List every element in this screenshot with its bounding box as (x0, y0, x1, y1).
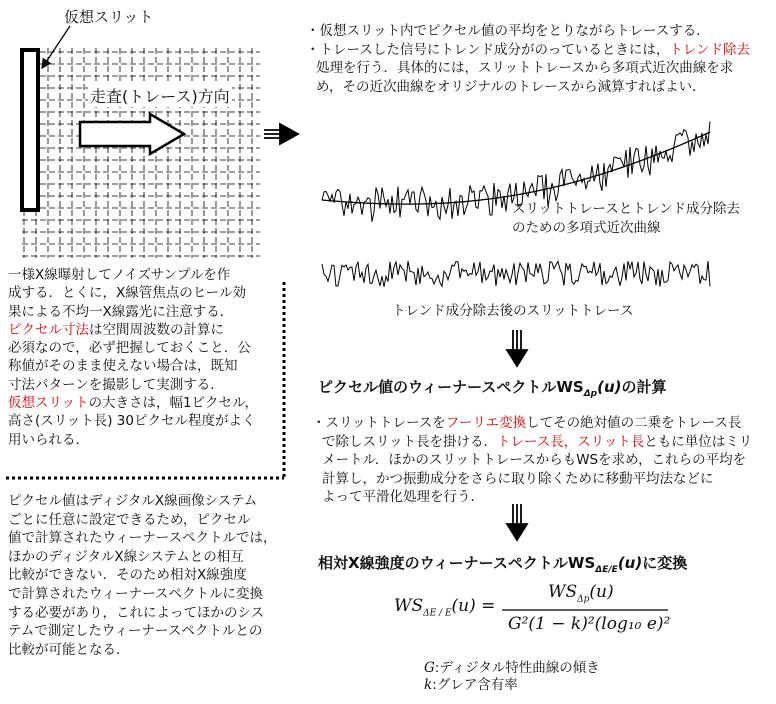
note-line: 成する．とくに，X線管焦点のヒール効 (8, 285, 246, 302)
desc-line: メートル．ほかのスリットトレースからもWSを求め，これらの平均を (322, 452, 747, 469)
note-line: 果による不均一X線露光に注意する． (8, 303, 234, 320)
slit-pointer-arrow (42, 26, 70, 68)
label-line: スリットトレースとトレンド成分除去 (512, 201, 740, 217)
legend-text: :ディジタル特性曲線の傾き (434, 660, 600, 676)
formula-legend (424, 660, 600, 694)
note-line: 一様X線曝射してノイズサンプルを作 (8, 267, 231, 283)
note-line: 用いられる． (8, 431, 89, 448)
title-arg: (u) (617, 554, 643, 572)
fourier-transform-term: フーリエ変換 (445, 415, 527, 431)
virtual-slit-term: 仮想スリット (8, 395, 89, 412)
detrended-trace-curve (322, 261, 710, 287)
bullet-line: め，その近次曲線をオリジナルのトレースから減算すればよい． (316, 78, 706, 95)
title-subscript: Δp (583, 389, 598, 399)
step1-title (318, 376, 667, 399)
note-line: 寸法パターンを撮影して実測する． (8, 376, 224, 393)
paragraph-line: 比較が可能となる． (8, 641, 130, 658)
legend-g (424, 660, 600, 677)
paragraph-line: 比較ができない．そのため相対X線強度 (8, 567, 247, 584)
desc-line: よって平滑化処理を行う． (322, 489, 484, 506)
triple-arrow-right (264, 124, 298, 144)
formula-lhs-arg: (u) = (451, 596, 496, 616)
trend-removal-term: トレンド除去 (669, 41, 751, 58)
desc-line (312, 433, 752, 452)
title-subscript: ΔE/E (595, 565, 618, 575)
note-line: 称値がそのまま使えない場合は，既知 (8, 358, 238, 375)
trace-notes (306, 22, 750, 96)
pixel-grid (22, 48, 260, 258)
bullet-line: 処理を行う．具体的には，スリットトレースから多項式近次曲線を求 (316, 60, 734, 76)
desc-line: 計算し，かつ振動成分をさらに取り除くために移動平均法などに (322, 470, 714, 487)
note-text: の大きさは，幅1ピクセル， (88, 395, 258, 412)
conversion-explanation (8, 492, 277, 659)
formula-lhs (394, 596, 495, 618)
title-arg: (u) (597, 378, 622, 396)
triple-arrow-down-1 (507, 330, 527, 366)
title-text: に変換 (642, 554, 688, 572)
detrended-trace-label: トレンド成分除去後のスリットトレース (392, 303, 634, 319)
virtual-slit-rect (22, 50, 38, 210)
paragraph-line: で計算されたウィーナースペクトルに変換 (8, 585, 264, 602)
title-text: の計算 (621, 378, 667, 396)
legend-k (424, 677, 600, 694)
trend-curve-label (512, 200, 740, 238)
pixel-size-term: ピクセル寸法 (8, 321, 89, 338)
step2-title (318, 552, 687, 575)
desc-text: ・スリットトレースを (312, 415, 446, 431)
desc-line (312, 414, 752, 433)
formula-lhs-subscript: ΔE / E (423, 608, 452, 619)
paragraph-line: ほかのディジタルX線システムとの相互 (8, 548, 244, 565)
bullet-line: ・仮想スリット内でピクセル値の平均をとりながらトレースする． (306, 23, 710, 39)
note-line (8, 321, 258, 339)
note-line: 高さ(スリット長) 30ピクセル程度がよく (8, 413, 256, 430)
virtual-slit-label: 仮想スリット (64, 8, 154, 26)
formula-num-ws: WS (548, 582, 578, 602)
formula-num-arg: (u) (589, 582, 614, 602)
paragraph-line: する必要があり，これによってほかのシス (8, 604, 265, 621)
step1-description (312, 414, 752, 507)
scan-direction-label: 走査(トレース)方向 (88, 84, 232, 107)
label-line: のための多項式近次曲線 (512, 220, 661, 236)
legend-text: :グレア含有率 (432, 677, 518, 693)
pixel-size-note (8, 266, 258, 449)
paragraph-line: 値で計算されたウィーナースペクトルでは， (8, 530, 277, 547)
paragraph-line: ごとに任意に設定できるため，ピクセル (8, 511, 251, 528)
formula-denominator: G²(1 − k)²(log₁₀ e)² (508, 614, 671, 634)
note-line (8, 394, 258, 412)
formula-ws: WS (394, 596, 424, 616)
polynomial-trend-curve (322, 132, 710, 204)
title-text: ピクセル値のウィーナースペクトルWS (318, 378, 584, 396)
formula-numerator (548, 582, 614, 604)
paragraph-line: ピクセル値はディジタルX線画像システム (8, 493, 258, 509)
triple-arrow-down-2 (507, 504, 527, 540)
legend-symbol: G (424, 660, 435, 676)
trace-slit-length-term: トレース長，スリット長 (496, 433, 645, 450)
title-text: 相対X線強度のウィーナースペクトルWS (318, 554, 596, 572)
legend-symbol: k (424, 677, 433, 693)
desc-text: してその絶対値の二乗をトレース長 (526, 415, 742, 431)
desc-text: で除しスリット長を掛ける． (322, 433, 497, 450)
formula-num-subscript: Δp (577, 594, 590, 605)
bullet-text: ・トレースした信号にトレンド成分がのっているときには， (306, 41, 670, 58)
paragraph-line: テムで測定したウィーナースペクトルとの (8, 623, 263, 640)
desc-text: ともに単位はミリ (644, 433, 753, 450)
note-line: 必須なので，必ず把握しておくこと．公 (8, 340, 251, 357)
note-text: は空間周波数の計算に (89, 321, 224, 338)
bullet-line (306, 41, 750, 60)
